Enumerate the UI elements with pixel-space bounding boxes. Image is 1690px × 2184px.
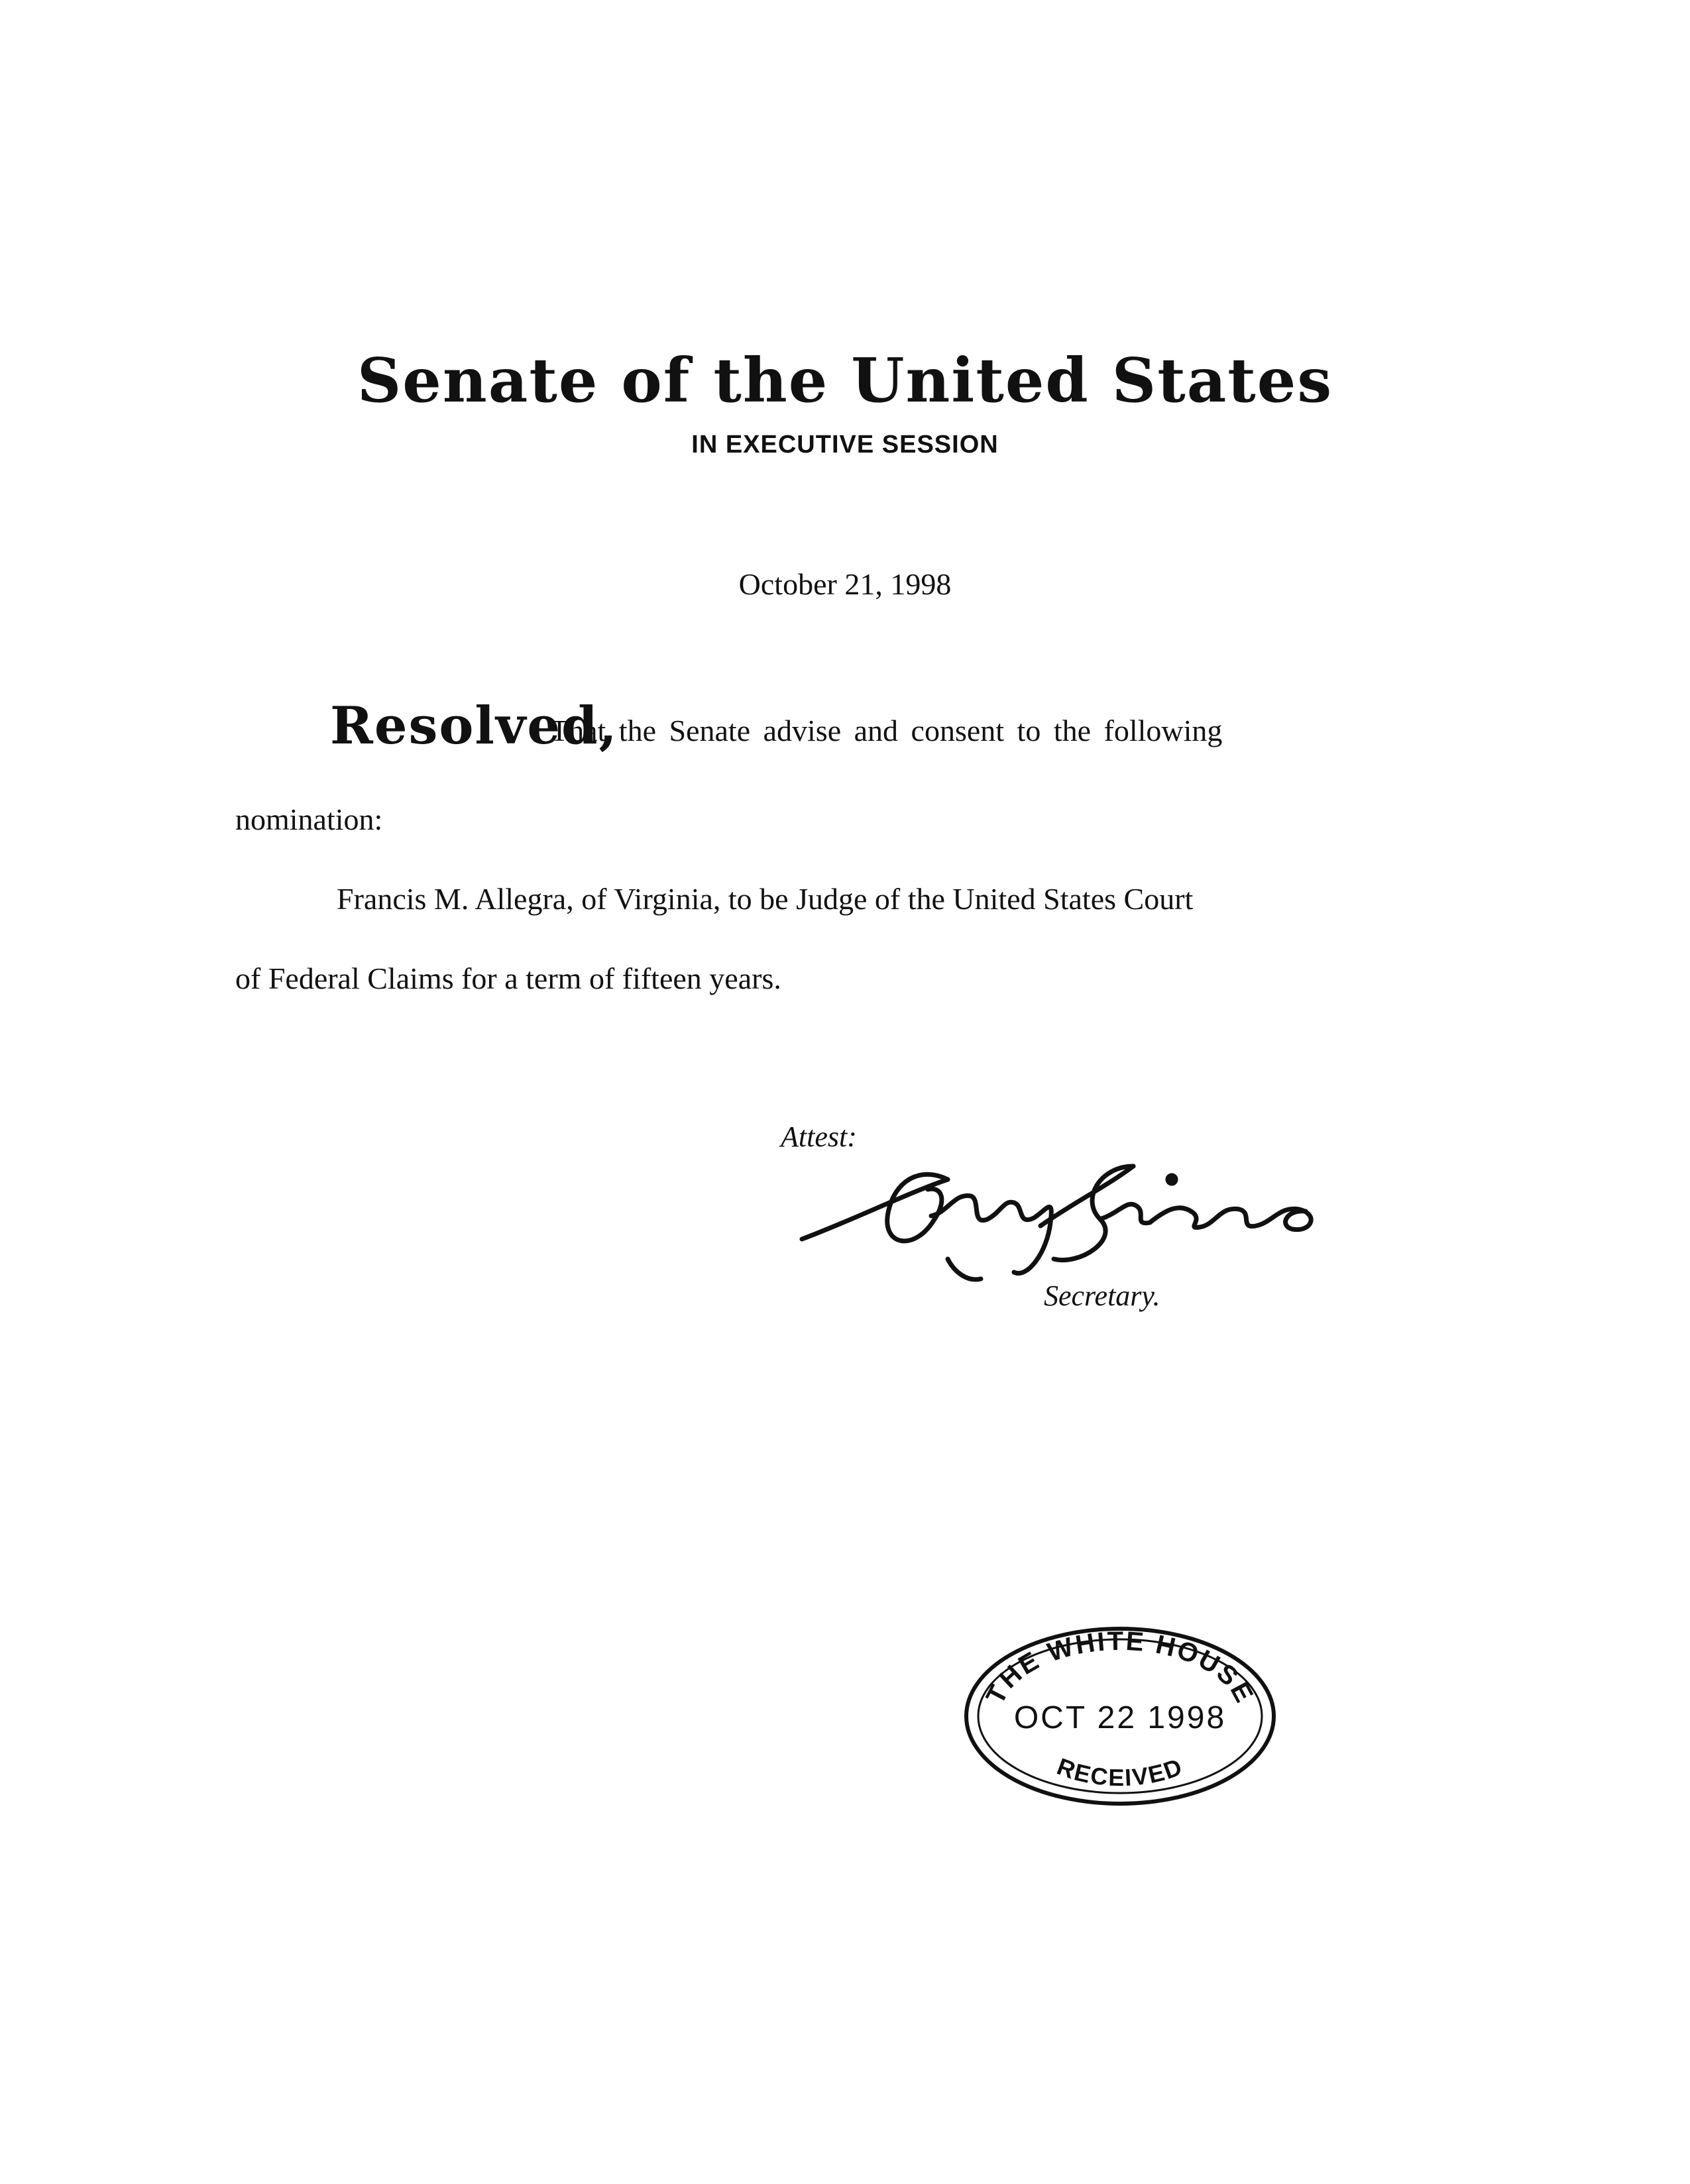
resolution-continuation: nomination:	[235, 802, 383, 836]
nominee-line-1: Francis M. Allegra, of Virginia, to be Judge of the United States Court	[337, 882, 1194, 916]
attest-label: Attest:	[781, 1120, 857, 1153]
resolution-text: That the Senate advise and consent to the following	[550, 714, 1223, 747]
svg-text:RECEIVED	[1054, 1753, 1187, 1791]
senate-title: Senate of the United States	[357, 345, 1333, 416]
stamp-top-text: THE WHITE HOUSE	[980, 1626, 1260, 1709]
resolution-date: October 21, 1998	[738, 567, 952, 601]
stamp-date: OCT 22 1998	[1013, 1700, 1227, 1735]
resolved-word: Resolved,	[330, 696, 618, 756]
secretary-label: Secretary.	[1044, 1280, 1160, 1312]
svg-text:THE WHITE HOUSE	[981, 1627, 1260, 1709]
nominee-line-2: of Federal Claims for a term of fifteen years.	[235, 961, 781, 995]
white-house-received-stamp	[954, 1617, 1286, 1816]
stamp-bottom-text: RECEIVED	[1053, 1752, 1187, 1792]
signature-graphic	[789, 1140, 1385, 1299]
session-subtitle: IN EXECUTIVE SESSION	[691, 431, 999, 459]
